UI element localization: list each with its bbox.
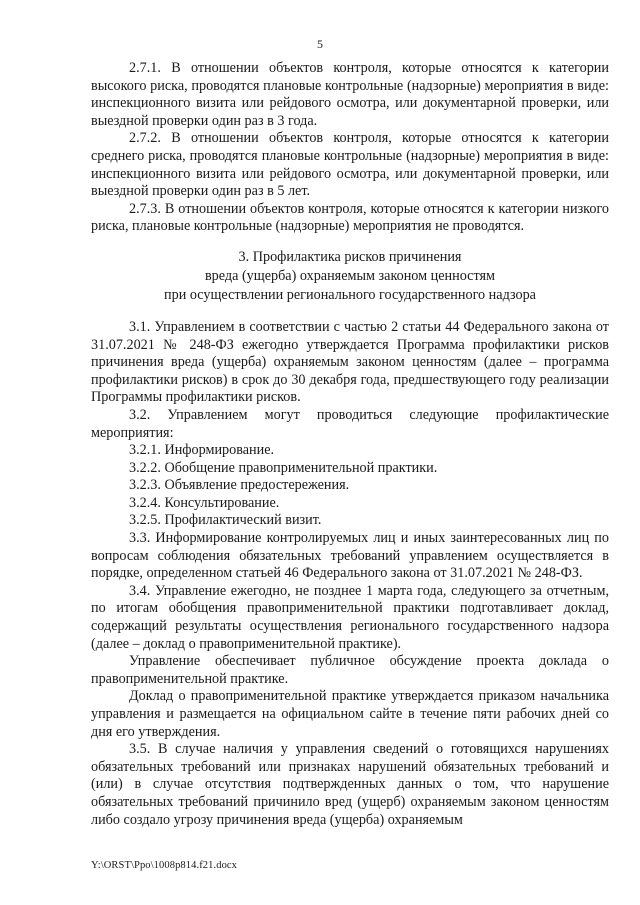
section-heading-line-2: вреда (ущерба) охраняемым законом ценностям (204, 267, 495, 284)
paragraph-report-approval: Доклад о правоприменительной практике утверждается приказом начальника управления и размещается на официальном сайте в течение пяти рабочих дней со дня его утверждения. (91, 688, 609, 740)
paragraph-2-7-1: 2.7.1. В отношении объектов контроля, которые относятся к категории высокого риска, проводятся плановые контрольные (надзорные) мероприятия в виде: инспекционного визита или рейдового осмотра, или документарной проверки, или выездной проверки один раз в 3 года. (91, 60, 609, 129)
list-item-3-2-5: 3.2.5. Профилактический визит. (129, 512, 322, 529)
list-item-3-2-2: 3.2.2. Обобщение правоприменительной практики. (129, 459, 438, 476)
paragraph-3-1: 3.1. Управлением в соответствии с частью 2 статьи 44 Федерального закона от 31.07.2021 № 248-ФЗ ежегодно утверждается Программа профилактики рисков причинения вреда (ущерба) охраняемым законом ценностям (далее – программа профилактики рисков) в срок до 30 декабря года, предшествующего году реализации Программы профилактики рисков. (91, 318, 609, 406)
page-number: 5 (317, 37, 323, 51)
paragraph-3-4: 3.4. Управление ежегодно, не позднее 1 марта года, следующего за отчетным, по итогам обобщения правоприменительной практики подготавливает доклад, содержащий результаты осуществления регионального государственного надзора (далее – доклад о правоприменительной практике). (91, 582, 609, 652)
paragraph-public-discussion: Управление обеспечивает публичное обсуждение проекта доклада о правоприменительной практике. (91, 653, 609, 687)
paragraph-3-5: 3.5. В случае наличия у управления сведений о готовящихся нарушениях обязательных требований или признаках нарушений обязательных требований и (или) в случае отсутствия подтвержденных данных о том, что нарушение обязательных требований причинило вред (ущерб) охраняемым законом ценностям либо создало угрозу причинения вреда (ущерба) охраняемым (91, 741, 609, 828)
list-item-3-2-1: 3.2.1. Информирование. (129, 442, 275, 459)
paragraph-2-7-3: 2.7.3. В отношении объектов контроля, которые относятся к категории низкого риска, плановые контрольные (надзорные) мероприятия не проводятся. (91, 200, 609, 235)
paragraph-2-7-2: 2.7.2. В отношении объектов контроля, которые относятся к категории среднего риска, проводятся плановые контрольные (надзорные) мероприятия в виде: инспекционного визита или рейдового осмотра, или документарной проверки, или выездной проверки один раз в 5 лет. (91, 130, 609, 200)
file-path-footer: Y:\ORST\Ppo\1008p814.f21.docx (91, 860, 238, 871)
paragraph-3-2: 3.2. Управлением могут проводиться следующие профилактические мероприятия: (91, 406, 609, 441)
document-body (91, 60, 609, 829)
section-heading (91, 248, 609, 305)
section-heading-line-1: 3. Профилактика рисков причинения (238, 248, 462, 265)
paragraph-3-3: 3.3. Информирование контролируемых лиц и иных заинтересованных лиц по вопросам соблюдения обязательных требований управлением осуществляется в порядке, определенном статьей 46 Федерального закона от 31.07.2021 № 248-ФЗ. (91, 530, 609, 582)
list-item-3-2-4: 3.2.4. Консультирование. (129, 494, 280, 511)
section-heading-line-3: при осуществлении регионального государственного надзора (164, 286, 536, 303)
list-item-3-2-3: 3.2.3. Объявление предостережения. (129, 477, 350, 494)
